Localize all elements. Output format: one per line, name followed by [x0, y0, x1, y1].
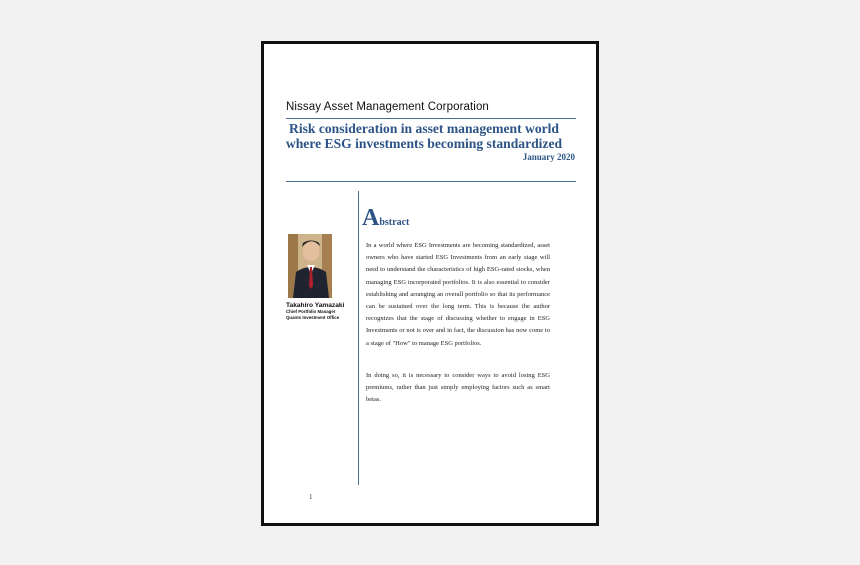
document-page [261, 41, 599, 526]
document-date: January 2020 [522, 152, 575, 162]
header-rule [286, 118, 576, 119]
author-photo [288, 234, 332, 298]
column-divider [358, 191, 359, 485]
author-block [286, 302, 344, 321]
author-role: Chief Portfolio Manager [286, 309, 336, 314]
abstract-heading [362, 205, 409, 232]
title-line-2: where ESG investments becoming standardized [285, 136, 563, 151]
abstract-initial: A [362, 205, 380, 231]
title-line-1: Risk consideration in asset management world [289, 121, 559, 136]
title-rule [286, 181, 576, 182]
company-name: Nissay Asset Management Corporation [286, 101, 489, 113]
page-number: 1 [309, 493, 313, 501]
abstract-paragraph-2: In doing so, it is necessary to consider ways to avoid losing ESG premiums, rather than just simply employing factors such as smart betas. [366, 372, 550, 404]
abstract-paragraph-1: In a world where ESG Investments are becoming standardized, asset owners who have started ESG Investments from an early stage will need to understand the characteristics of high ESG-rated stocks, when managing ESG incorporated portfolios. It is also essential to consider establishing and arranging an overall portfolio so that its performance can be sustained over the long term. This is because the author recognizes that the stage of discussing whether to engage in ESG Investments or not is over and in fact, the discussion has now come to a stage of "How" to manage ESG portfolios. [366, 242, 550, 347]
author-name: Takahiro Yamazaki [286, 302, 345, 309]
document-title [284, 121, 564, 151]
author-office: Quants Investment Office [286, 315, 340, 320]
abstract-rest: bstract [379, 217, 410, 228]
